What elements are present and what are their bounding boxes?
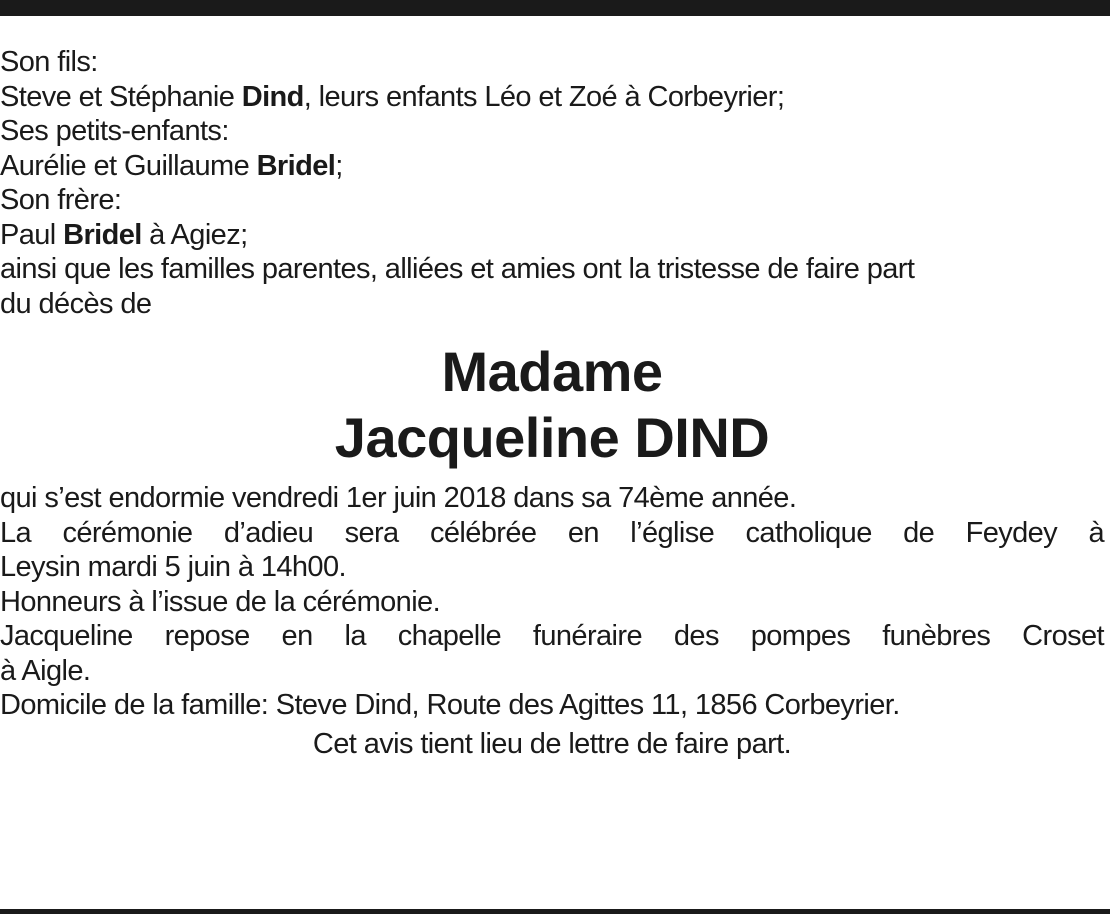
announcement-line-1: ainsi que les familles parentes, alliées et amies ont la tristesse de faire part: [0, 253, 915, 285]
son-heading: Son fils:: [0, 46, 98, 78]
son-rest: , leurs enfants Léo et Zoé à Corbeyrier;: [303, 80, 785, 113]
grandchildren-line: [0, 149, 1104, 184]
brother-line: [0, 218, 1104, 253]
brother-rest: à Agiez;: [141, 218, 248, 251]
ceremony-line-2: Leysin mardi 5 juin à 14h00.: [0, 551, 346, 583]
bottom-rule: [0, 909, 1110, 914]
deceased-name-block: [0, 339, 1104, 471]
deceased-title: Madame: [441, 340, 663, 403]
grandchildren-rest: ;: [335, 149, 343, 182]
son-surname: Dind: [241, 80, 304, 113]
son-names: Steve et Stéphanie: [0, 80, 242, 113]
passing-line: qui s’est endormie vendredi 1er juin 2018 dans sa 74ème année.: [0, 482, 797, 514]
top-rule: [0, 0, 1110, 16]
brother-surname: Bridel: [63, 218, 142, 251]
grandchildren-names: Aurélie et Guillaume: [0, 149, 257, 182]
announcement-line-2: du décès de: [0, 287, 152, 320]
grandchildren-surname: Bridel: [256, 149, 336, 182]
rest-line-1: Jacqueline repose en la chapelle funéraire des pompes funèbres Croset: [0, 620, 1104, 652]
honours-line: Honneurs à l’issue de la cérémonie.: [0, 585, 441, 618]
death-notice: [0, 45, 1104, 761]
brother-name: Paul: [0, 218, 64, 251]
domicile-line: Domicile de la famille: Steve Dind, Route des Agittes 11, 1856 Corbeyrier.: [0, 689, 900, 721]
closing-line: Cet avis tient lieu de lettre de faire part.: [312, 727, 792, 760]
rest-line-2: à Aigle.: [0, 654, 91, 687]
grandchildren-heading: Ses petits-enfants:: [0, 115, 229, 147]
deceased-name: Jacqueline DIND: [334, 406, 770, 469]
brother-heading: Son frère:: [0, 184, 122, 216]
son-line: [0, 80, 1104, 115]
ceremony-line-1: La cérémonie d’adieu sera célébrée en l’église catholique de Feydey à: [0, 516, 1104, 549]
